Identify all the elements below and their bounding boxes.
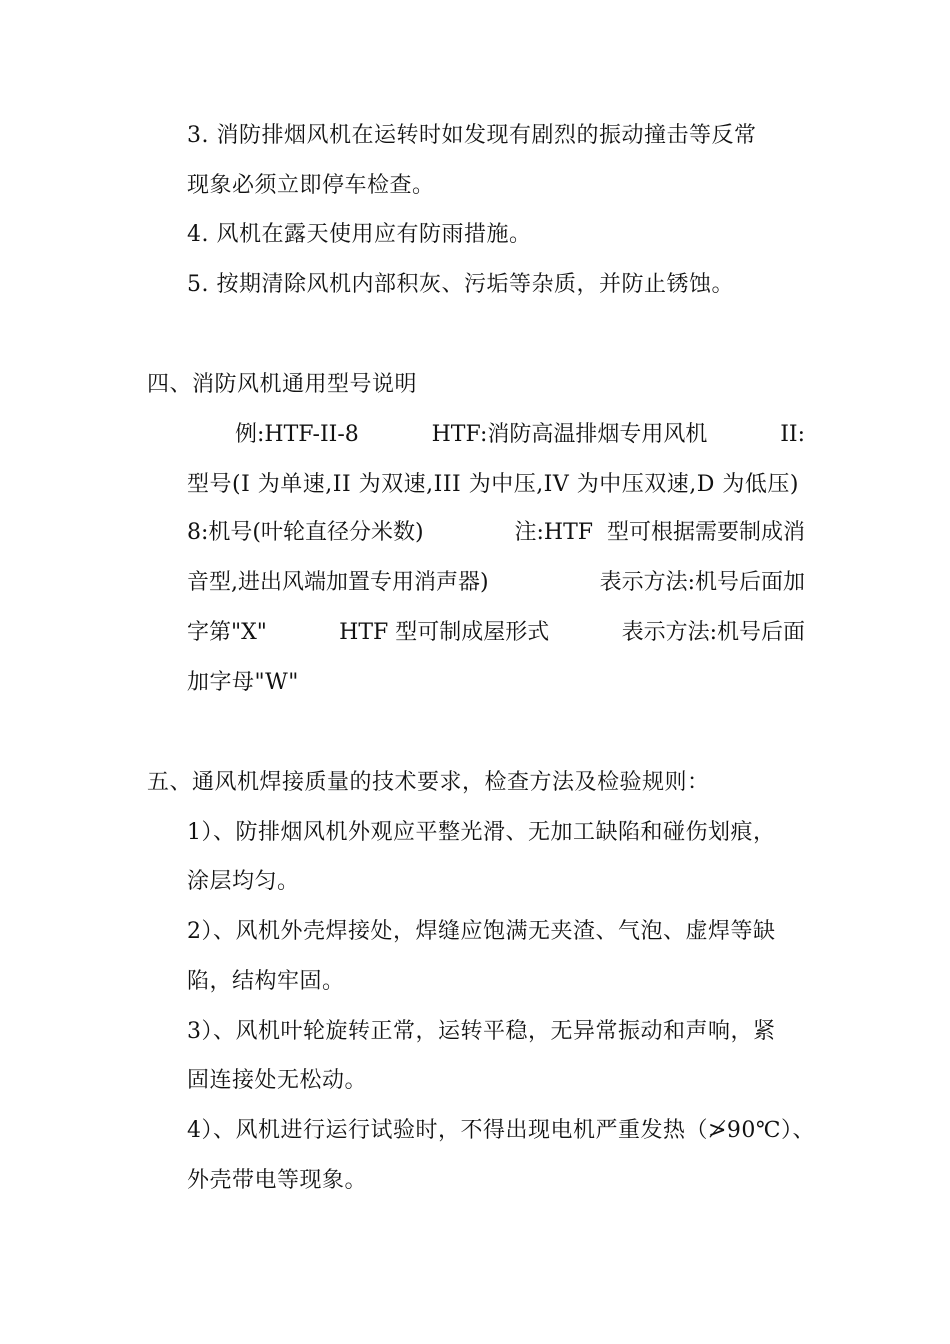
model-row-6: 加字母"W" [187, 670, 299, 695]
model-ii-label: II: [780, 422, 805, 447]
model-silencer-desc: 音型,进出风端加置专用消声器) [187, 570, 489, 595]
item-3-line-2: 现象必须立即停车检查。 [187, 173, 435, 198]
model-notation-1: 表示方法:机号后面加 [599, 570, 805, 595]
model-row-5 [187, 618, 805, 648]
req-2-line-1: 2）、风机外壳焊接处，焊缝应饱满无夹渣、气泡、虚焊等缺 [187, 919, 776, 944]
req-4-line-2: 外壳带电等现象。 [187, 1168, 368, 1193]
req-3-line-2: 固连接处无松动。 [187, 1068, 368, 1093]
model-row-3 [187, 518, 805, 548]
req-1-line-1: 1）、防排烟风机外观应平整光滑、无加工缺陷和碰伤划痕， [187, 820, 776, 845]
section-4-heading: 四、消防风机通用型号说明 [147, 372, 418, 397]
req-4-line-1: 4）、风机进行运行试验时，不得出现电机严重发热（≯90℃）、 [187, 1118, 816, 1143]
section-5-heading: 五、通风机焊接质量的技术要求，检查方法及检验规则： [147, 770, 710, 795]
item-5: 5. 按期清除风机内部积灰、污垢等杂质，并防止锈蚀。 [187, 272, 734, 297]
model-note: 注:HTF 型可根据需要制成消 [514, 520, 805, 545]
item-3-line-1: 3. 消防排烟风机在运转时如发现有剧烈的振动撞击等反常 [187, 123, 757, 148]
model-row-2: 型号(I 为单速,II 为双速,III 为中压,IV 为中压双速,D 为低压) [187, 472, 799, 497]
req-1-line-2: 涂层均匀。 [187, 869, 300, 894]
model-htf-desc: HTF:消防高温排烟专用风机 [431, 422, 708, 447]
model-row-1 [187, 420, 805, 450]
model-notation-2: 表示方法:机号后面 [621, 620, 805, 645]
req-3-line-1: 3）、风机叶轮旋转正常，运转平稳，无异常振动和声响，紧 [187, 1019, 776, 1044]
model-number-desc: 8:机号(叶轮直径分米数) [187, 520, 424, 545]
model-letter-x: 字第"X" [187, 620, 267, 645]
item-4: 4. 风机在露天使用应有防雨措施。 [187, 222, 532, 247]
model-roof-type: HTF 型可制成屋形式 [339, 620, 550, 645]
model-row-4 [187, 568, 805, 598]
req-2-line-2: 陷，结构牢固。 [187, 969, 345, 994]
model-example: 例:HTF-II-8 [235, 422, 359, 447]
